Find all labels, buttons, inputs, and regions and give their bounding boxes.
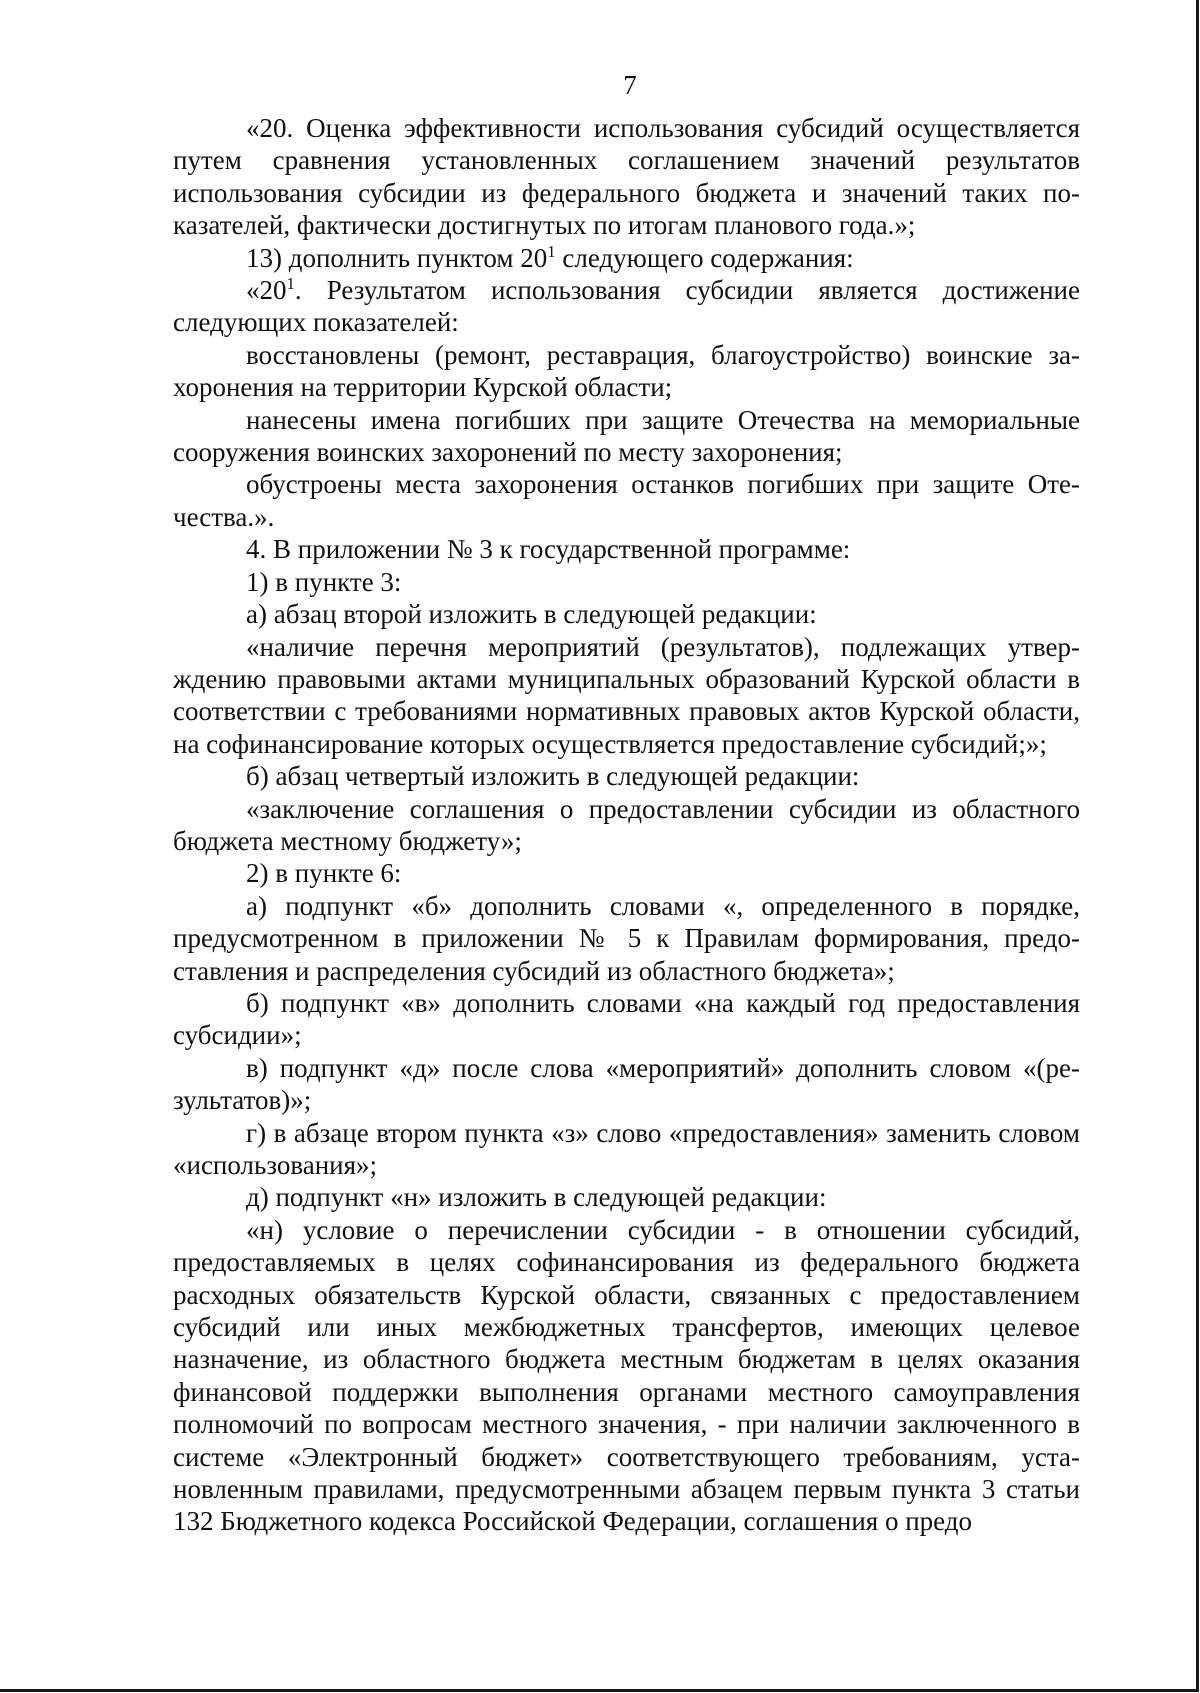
paragraph-subitem-b: а) подпункт «б» дополнить словами «, определенного в порядке, предусмотренном в приложении № 5 к Правилам формирования, предоставления и распределения субсидий из областного бюджета»; bbox=[173, 890, 1080, 986]
paragraph-item-6: 2) в пункте 6: bbox=[246, 858, 402, 889]
paragraph-appendix-3: 4. В приложении № 3 к государственной программе: bbox=[246, 534, 851, 565]
paragraph-subitem-z: г) в абзаце втором пункта «з» слово «предоставления» заменить словом «использования»; bbox=[173, 1117, 1080, 1180]
paragraph-agreement: «заключение соглашения о предоставлении субсидии из областного бюджета местному бюджету»; bbox=[173, 793, 1080, 856]
paragraph-abzac-second: а) абзац второй изложить в следующей редакции: bbox=[246, 599, 817, 630]
paragraph-13-amendment: 13) дополнить пунктом $20^1$ следующего содержания: bbox=[246, 241, 854, 273]
paragraph-subitem-n-intro: д) подпункт «н» изложить в следующей редакции: bbox=[246, 1182, 827, 1213]
paragraph-measures-list: «наличие перечня мероприятий (результатов), подлежащих утверждению правовыми актами муниципальных образований Курской области в соответствии с требованиями нормативных правовых актов Курской области, на софинансирование которых осуществляется предоставление субсидий;»; bbox=[173, 631, 1080, 759]
paragraph-20-1-result: «$20^1$. Результатом использования субсидии является достижение следующих показателей: bbox=[173, 274, 1080, 338]
paragraph-subitem-d: в) подпункт «д» после слова «мероприятий» дополнить словом «(результатов)»; bbox=[173, 1052, 1080, 1116]
paragraph-20-evaluation: «20. Оценка эффективности использования субсидий осуществляется путем сравнения установленных соглашением значений результатов использования субсидии из федерального бюджета и значений таких показателей, фактически достигнутых по итогам планового года.»; bbox=[173, 113, 1080, 241]
paragraph-item-3: 1) в пункте 3: bbox=[246, 566, 402, 597]
paragraph-subitem-n-text: «н) условие о перечислении субсидии - в отношении субсидий, предоставляемых в целях софинансирования из федерального бюджета расходных обязательств Курской области, связанных с предоставлением субсидий или иных межбюджетных трансфертов, имеющих целевое назначение, из областного бюджета местным бюджетам в целях оказания финансовой поддержки выполнения органами местного самоуправления полномочий по вопросам местного значения, - при наличии заключенного в системе «Электронный бюджет» соответствующего требованиям, установленным правилами, предусмотренными абзацем первым пункта 3 статьи 132 Бюджетного кодекса Российской Федерации, соглашения о предо bbox=[173, 1214, 1080, 1537]
paragraph-burial-sites: обустроены места захоронения останков погибших при защите Отечества.». bbox=[173, 469, 1080, 532]
paragraph-subitem-v: б) подпункт «в» дополнить словами «на каждый год предоставления субсидии»; bbox=[173, 987, 1080, 1051]
paragraph-abzac-fourth: б) абзац четвертый изложить в следующей редакции: bbox=[246, 761, 860, 792]
paragraph-restored-burials: восстановлены (ремонт, реставрация, благоустройство) воинские захоронения на территории Курской области; bbox=[173, 339, 1080, 403]
document-body bbox=[173, 112, 1080, 1538]
page-number: 7 bbox=[623, 70, 637, 100]
paragraph-names-applied: нанесены имена погибших при защите Отечества на мемориальные сооружения воинских захоронений по месту захоронения; bbox=[173, 404, 1080, 468]
